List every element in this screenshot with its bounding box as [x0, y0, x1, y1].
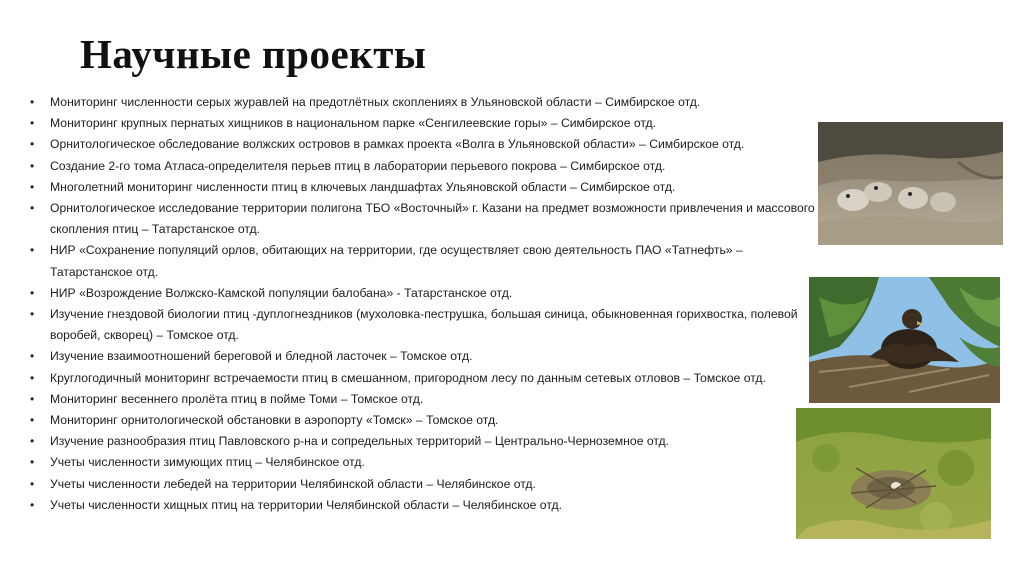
- list-item: • Учеты численности хищных птиц на территории Челябинской области – Челябинское отд.: [28, 495, 818, 516]
- list-item: • НИР «Возрождение Волжско-Камской популяции балобана» - Татарстанское отд.: [28, 283, 818, 304]
- list-item: • Мониторинг крупных пернатых хищников в национальном парке «Сенгилеевские горы» – Симбирское отд.: [28, 113, 818, 134]
- list-item: • Изучение разнообразия птиц Павловского р-на и сопредельных территорий – Центрально-Черноземное отд.: [28, 431, 818, 452]
- list-item: • Круглогодичный мониторинг встречаемости птиц в смешанном, пригородном лесу по данным сетевых отловов – Томское отд.: [28, 368, 818, 389]
- list-item: • Мониторинг орнитологической обстановки в аэропорту «Томск» – Томское отд.: [28, 410, 818, 431]
- list-item: • Создание 2-го тома Атласа-определителя перьев птиц в лаборатории перьевого покрова – Симбирское отд.: [28, 156, 818, 177]
- list-item: • Изучение взаимоотношений береговой и бледной ласточек – Томское отд.: [28, 346, 818, 367]
- photo-chicks-in-burrow: [818, 122, 1003, 245]
- list-item: • Орнитологическое обследование волжских островов в рамках проекта «Волга в Ульяновской области» – Симбирское отд.: [28, 134, 818, 155]
- photo-eagle-nest: [809, 277, 1000, 403]
- list-item: • Орнитологическое исследование территории полигона ТБО «Восточный» г. Казани на предмет возможности привлечения и массового скопления птиц – Татарстанское отд.: [28, 198, 818, 240]
- list-item: • Мониторинг весеннего пролёта птиц в пойме Томи – Томское отд.: [28, 389, 818, 410]
- project-list: [28, 92, 818, 516]
- list-item: • Многолетний мониторинг численности птиц в ключевых ландшафтах Ульяновской области – Симбирское отд.: [28, 177, 818, 198]
- list-item: • Мониторинг численности серых журавлей на предотлётных скоплениях в Ульяновской области – Симбирское отд.: [28, 92, 818, 113]
- slide-title: Научные проекты: [80, 31, 427, 77]
- list-item: • Изучение гнездовой биологии птиц -дуплогнездников (мухоловка-пеструшка, большая синица, обыкновенная горихвостка, полевой воробей, скворец) – Томское отд.: [28, 304, 818, 346]
- list-item: • Учеты численности лебедей на территории Челябинской области – Челябинское отд.: [28, 474, 818, 495]
- list-item: • Учеты численности зимующих птиц – Челябинское отд.: [28, 452, 818, 473]
- list-item: • НИР «Сохранение популяций орлов, обитающих на территории, где осуществляет свою деятельность ПАО «Татнефть» – Татарстанское отд.: [28, 240, 818, 282]
- photo-steppe-nest: [796, 408, 991, 539]
